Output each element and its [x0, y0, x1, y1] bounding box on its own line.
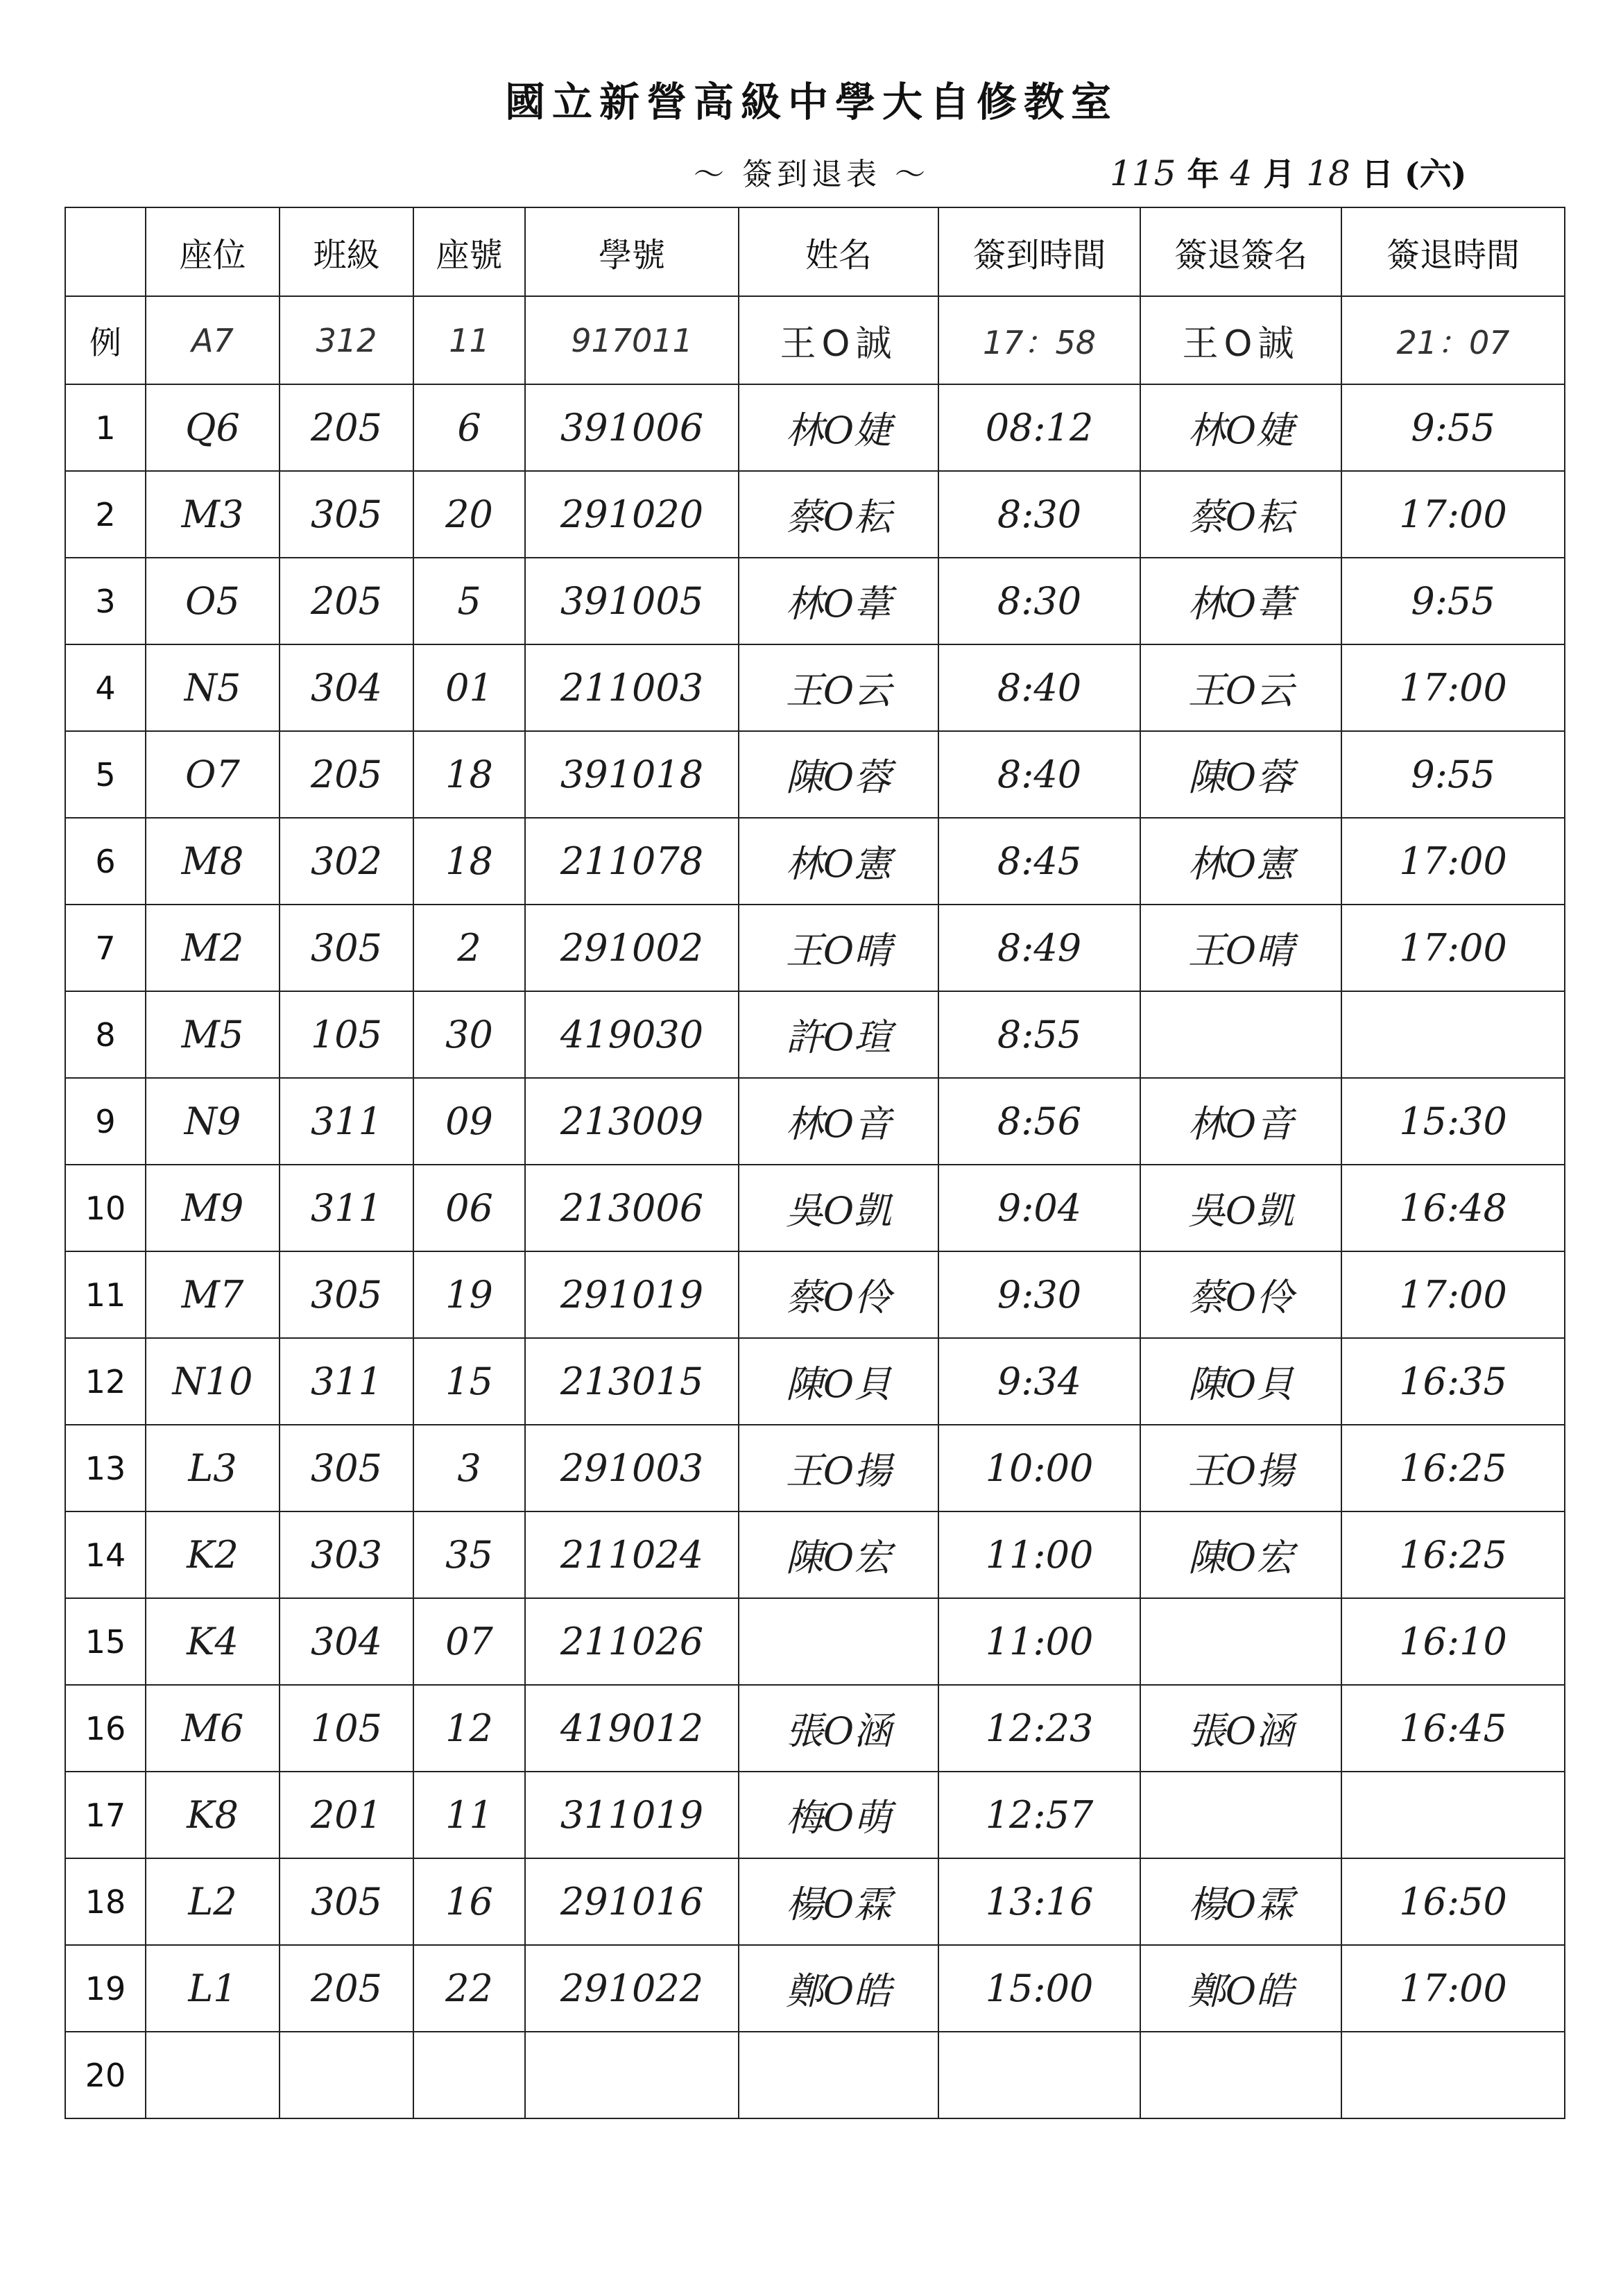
seat-cell: K2	[146, 1511, 280, 1598]
col-header-number: 座號	[413, 207, 525, 296]
col-header-checkout: 簽退時間	[1341, 207, 1565, 296]
checkout-time-cell: 15:30	[1341, 1078, 1565, 1165]
row-number: 1	[65, 384, 146, 471]
example-row	[65, 296, 1565, 384]
example-checkin: 17：58	[938, 296, 1140, 384]
table-row	[65, 384, 1565, 471]
checkout-signature-cell: 林O音	[1140, 1078, 1341, 1165]
number-cell	[413, 2032, 525, 2118]
checkout-time-cell: 17:00	[1341, 818, 1565, 905]
checkout-time-cell: 16:50	[1341, 1858, 1565, 1945]
table-row	[65, 1858, 1565, 1945]
seat-cell	[146, 2032, 280, 2118]
checkin-time-cell: 9:04	[938, 1165, 1140, 1251]
table-row	[65, 1685, 1565, 1772]
number-cell: 2	[413, 905, 525, 991]
number-cell: 01	[413, 644, 525, 731]
class-cell: 311	[280, 1338, 413, 1425]
name-cell: 王O云	[739, 644, 938, 731]
student-id-cell: 391005	[525, 558, 739, 644]
checkout-time-cell	[1341, 2032, 1565, 2118]
example-class: 312	[280, 296, 413, 384]
row-number: 4	[65, 644, 146, 731]
checkin-time-cell: 8:49	[938, 905, 1140, 991]
checkin-time-cell: 10:00	[938, 1425, 1140, 1511]
class-cell: 305	[280, 1251, 413, 1338]
table-row	[65, 2032, 1565, 2118]
row-number: 11	[65, 1251, 146, 1338]
checkout-signature-cell	[1140, 1772, 1341, 1858]
row-number: 12	[65, 1338, 146, 1425]
checkout-time-cell: 9:55	[1341, 558, 1565, 644]
number-cell: 15	[413, 1338, 525, 1425]
checkout-signature-cell	[1140, 991, 1341, 1078]
example-label: 例	[65, 296, 146, 384]
student-id-cell: 213006	[525, 1165, 739, 1251]
student-id-cell: 291003	[525, 1425, 739, 1511]
signin-table	[65, 207, 1565, 2119]
number-cell: 6	[413, 384, 525, 471]
checkin-time-cell	[938, 2032, 1140, 2118]
checkin-time-cell: 15:00	[938, 1945, 1140, 2032]
date-month: 4	[1230, 153, 1253, 194]
student-id-cell: 419030	[525, 991, 739, 1078]
name-cell: 林O憲	[739, 818, 938, 905]
student-id-cell: 211024	[525, 1511, 739, 1598]
name-cell: 張O涵	[739, 1685, 938, 1772]
row-number: 5	[65, 731, 146, 818]
checkout-signature-cell: 王O云	[1140, 644, 1341, 731]
checkout-signature-cell: 鄭O皓	[1140, 1945, 1341, 2032]
table-row	[65, 1598, 1565, 1685]
checkin-time-cell: 12:23	[938, 1685, 1140, 1772]
seat-cell: O5	[146, 558, 280, 644]
number-cell: 07	[413, 1598, 525, 1685]
number-cell: 22	[413, 1945, 525, 2032]
row-number: 19	[65, 1945, 146, 2032]
student-id-cell: 291020	[525, 471, 739, 558]
checkin-time-cell: 8:30	[938, 471, 1140, 558]
table-row	[65, 1338, 1565, 1425]
row-number: 8	[65, 991, 146, 1078]
number-cell: 30	[413, 991, 525, 1078]
name-cell: 蔡O耘	[739, 471, 938, 558]
checkout-time-cell: 16:25	[1341, 1511, 1565, 1598]
checkout-signature-cell	[1140, 1598, 1341, 1685]
table-row	[65, 471, 1565, 558]
seat-cell: L2	[146, 1858, 280, 1945]
checkout-time-cell	[1341, 991, 1565, 1078]
number-cell: 12	[413, 1685, 525, 1772]
checkin-time-cell: 8:30	[938, 558, 1140, 644]
seat-cell: N9	[146, 1078, 280, 1165]
date-month-label: 月	[1263, 155, 1296, 193]
student-id-cell: 311019	[525, 1772, 739, 1858]
name-cell: 鄭O皓	[739, 1945, 938, 2032]
checkout-signature-cell: 蔡O耘	[1140, 471, 1341, 558]
col-header-seat: 座位	[146, 207, 280, 296]
student-id-cell: 211003	[525, 644, 739, 731]
class-cell: 305	[280, 471, 413, 558]
checkin-time-cell: 8:55	[938, 991, 1140, 1078]
row-number: 14	[65, 1511, 146, 1598]
name-cell: 陳O蓉	[739, 731, 938, 818]
col-header-index	[65, 207, 146, 296]
checkout-signature-cell: 張O涵	[1140, 1685, 1341, 1772]
name-cell: 陳O宏	[739, 1511, 938, 1598]
student-id-cell: 391018	[525, 731, 739, 818]
student-id-cell: 213015	[525, 1338, 739, 1425]
date-year: 115	[1110, 153, 1176, 194]
checkout-signature-cell: 蔡O伶	[1140, 1251, 1341, 1338]
number-cell: 35	[413, 1511, 525, 1598]
student-id-cell: 391006	[525, 384, 739, 471]
class-cell: 304	[280, 644, 413, 731]
checkout-signature-cell: 林O憲	[1140, 818, 1341, 905]
checkout-signature-cell: 吳O凱	[1140, 1165, 1341, 1251]
class-cell: 311	[280, 1078, 413, 1165]
row-number: 18	[65, 1858, 146, 1945]
checkout-signature-cell: 陳O貝	[1140, 1338, 1341, 1425]
row-number: 7	[65, 905, 146, 991]
subtitle: 〜 簽到退表 〜	[694, 157, 929, 192]
class-cell: 205	[280, 558, 413, 644]
number-cell: 20	[413, 471, 525, 558]
checkout-time-cell: 17:00	[1341, 471, 1565, 558]
table-row	[65, 991, 1565, 1078]
checkout-time-cell	[1341, 1772, 1565, 1858]
checkout-time-cell: 16:45	[1341, 1685, 1565, 1772]
table-row	[65, 1078, 1565, 1165]
seat-cell: M9	[146, 1165, 280, 1251]
table-row	[65, 905, 1565, 991]
checkout-signature-cell: 林O葦	[1140, 558, 1341, 644]
class-cell: 105	[280, 1685, 413, 1772]
number-cell: 3	[413, 1425, 525, 1511]
class-cell: 205	[280, 1945, 413, 2032]
example-number: 11	[413, 296, 525, 384]
table-row	[65, 1251, 1565, 1338]
checkin-time-cell: 11:00	[938, 1511, 1140, 1598]
class-cell: 305	[280, 1425, 413, 1511]
checkin-time-cell: 13:16	[938, 1858, 1140, 1945]
header-row	[65, 207, 1565, 296]
checkout-time-cell: 16:10	[1341, 1598, 1565, 1685]
seat-cell: K8	[146, 1772, 280, 1858]
class-cell: 311	[280, 1165, 413, 1251]
class-cell: 303	[280, 1511, 413, 1598]
name-cell: 許O瑄	[739, 991, 938, 1078]
table-row	[65, 558, 1565, 644]
checkout-time-cell: 16:25	[1341, 1425, 1565, 1511]
col-header-checkin: 簽到時間	[938, 207, 1140, 296]
row-number: 16	[65, 1685, 146, 1772]
row-number: 13	[65, 1425, 146, 1511]
name-cell	[739, 1598, 938, 1685]
name-cell: 王O晴	[739, 905, 938, 991]
checkin-time-cell: 11:00	[938, 1598, 1140, 1685]
student-id-cell: 213009	[525, 1078, 739, 1165]
student-id-cell: 291019	[525, 1251, 739, 1338]
checkout-signature-cell: 陳O蓉	[1140, 731, 1341, 818]
student-id-cell: 291022	[525, 1945, 739, 2032]
row-number: 2	[65, 471, 146, 558]
checkin-time-cell: 9:30	[938, 1251, 1140, 1338]
seat-cell: Q6	[146, 384, 280, 471]
seat-cell: M2	[146, 905, 280, 991]
student-id-cell: 291002	[525, 905, 739, 991]
example-student-id: 917011	[525, 296, 739, 384]
example-checkout: 21：07	[1341, 296, 1565, 384]
col-header-class: 班級	[280, 207, 413, 296]
table-row	[65, 1772, 1565, 1858]
row-number: 6	[65, 818, 146, 905]
checkout-signature-cell: 王O揚	[1140, 1425, 1341, 1511]
number-cell: 06	[413, 1165, 525, 1251]
name-cell	[739, 2032, 938, 2118]
row-number: 15	[65, 1598, 146, 1685]
class-cell	[280, 2032, 413, 2118]
row-number: 10	[65, 1165, 146, 1251]
checkin-time-cell: 12:57	[938, 1772, 1140, 1858]
col-header-name: 姓名	[739, 207, 938, 296]
class-cell: 305	[280, 1858, 413, 1945]
class-cell: 105	[280, 991, 413, 1078]
row-number: 3	[65, 558, 146, 644]
number-cell: 16	[413, 1858, 525, 1945]
checkout-signature-cell	[1140, 2032, 1341, 2118]
checkin-time-cell: 9:34	[938, 1338, 1140, 1425]
seat-cell: L3	[146, 1425, 280, 1511]
seat-cell: M8	[146, 818, 280, 905]
date-day-label: 日	[1361, 155, 1393, 193]
page-title: 國立新營高級中學大自修教室	[504, 78, 1118, 126]
checkin-time-cell: 8:56	[938, 1078, 1140, 1165]
student-id-cell: 211026	[525, 1598, 739, 1685]
seat-cell: M3	[146, 471, 280, 558]
seat-cell: K4	[146, 1598, 280, 1685]
date-weekday: (六)	[1404, 155, 1467, 193]
class-cell: 304	[280, 1598, 413, 1685]
number-cell: 19	[413, 1251, 525, 1338]
checkout-signature-cell: 楊O霖	[1140, 1858, 1341, 1945]
seat-cell: N5	[146, 644, 280, 731]
name-cell: 林O葦	[739, 558, 938, 644]
table-row	[65, 1511, 1565, 1598]
table-row	[65, 818, 1565, 905]
name-cell: 蔡O伶	[739, 1251, 938, 1338]
table-row	[65, 1945, 1565, 2032]
table-row	[65, 1165, 1565, 1251]
date-line	[1110, 149, 1466, 195]
number-cell: 5	[413, 558, 525, 644]
col-header-student-id: 學號	[525, 207, 739, 296]
number-cell: 18	[413, 731, 525, 818]
checkout-time-cell: 17:00	[1341, 905, 1565, 991]
number-cell: 09	[413, 1078, 525, 1165]
example-name: 王O誠	[739, 296, 938, 384]
row-number: 9	[65, 1078, 146, 1165]
date-day: 18	[1306, 153, 1350, 194]
student-id-cell	[525, 2032, 739, 2118]
checkin-time-cell: 8:40	[938, 644, 1140, 731]
class-cell: 205	[280, 731, 413, 818]
checkout-signature-cell: 王O晴	[1140, 905, 1341, 991]
number-cell: 11	[413, 1772, 525, 1858]
name-cell: 林O音	[739, 1078, 938, 1165]
checkout-time-cell: 17:00	[1341, 644, 1565, 731]
student-id-cell: 211078	[525, 818, 739, 905]
row-number: 17	[65, 1772, 146, 1858]
checkin-time-cell: 8:45	[938, 818, 1140, 905]
table-row	[65, 644, 1565, 731]
checkout-signature-cell: 陳O宏	[1140, 1511, 1341, 1598]
table-row	[65, 1425, 1565, 1511]
example-checkout-sign: 王O誠	[1140, 296, 1341, 384]
class-cell: 302	[280, 818, 413, 905]
name-cell: 楊O霖	[739, 1858, 938, 1945]
seat-cell: M6	[146, 1685, 280, 1772]
checkin-time-cell: 08:12	[938, 384, 1140, 471]
seat-cell: M5	[146, 991, 280, 1078]
checkout-signature-cell: 林O婕	[1140, 384, 1341, 471]
seat-cell: O7	[146, 731, 280, 818]
date-year-label: 年	[1187, 155, 1219, 193]
checkout-time-cell: 9:55	[1341, 731, 1565, 818]
name-cell: 陳O貝	[739, 1338, 938, 1425]
seat-cell: M7	[146, 1251, 280, 1338]
example-seat: A7	[146, 296, 280, 384]
student-id-cell: 291016	[525, 1858, 739, 1945]
name-cell: 林O婕	[739, 384, 938, 471]
number-cell: 18	[413, 818, 525, 905]
checkout-time-cell: 17:00	[1341, 1945, 1565, 2032]
name-cell: 梅O萌	[739, 1772, 938, 1858]
class-cell: 305	[280, 905, 413, 991]
name-cell: 吳O凱	[739, 1165, 938, 1251]
name-cell: 王O揚	[739, 1425, 938, 1511]
checkout-time-cell: 16:35	[1341, 1338, 1565, 1425]
checkin-time-cell: 8:40	[938, 731, 1140, 818]
seat-cell: N10	[146, 1338, 280, 1425]
checkout-time-cell: 17:00	[1341, 1251, 1565, 1338]
checkout-time-cell: 16:48	[1341, 1165, 1565, 1251]
col-header-checkout-sign: 簽退簽名	[1140, 207, 1341, 296]
checkout-time-cell: 9:55	[1341, 384, 1565, 471]
row-number: 20	[65, 2032, 146, 2118]
class-cell: 201	[280, 1772, 413, 1858]
table-row	[65, 731, 1565, 818]
class-cell: 205	[280, 384, 413, 471]
seat-cell: L1	[146, 1945, 280, 2032]
student-id-cell: 419012	[525, 1685, 739, 1772]
